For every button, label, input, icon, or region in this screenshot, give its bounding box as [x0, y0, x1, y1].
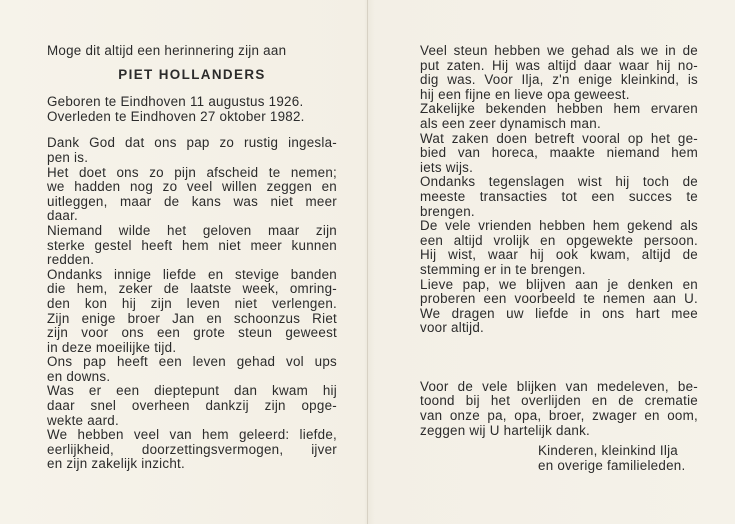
- body-line: voor altijd.: [420, 321, 485, 336]
- thanks-line: van onze pa, opa, broer, zwager en oom,: [420, 409, 698, 424]
- body-line: iets wijs.: [420, 160, 474, 175]
- thanks-line: toond bij het overlijden en de crematie: [420, 394, 698, 409]
- thanks-text: [420, 380, 698, 438]
- body-line: Ondanks tegenslagen wist hij toch de: [420, 175, 698, 190]
- body-line: dig was. Voor Ilja, z'n enige kleinkind, is: [420, 73, 698, 88]
- signature-line: Kinderen, kleinkind Ilja: [538, 444, 678, 459]
- body-line: Zijn enige broer Jan en schoonzus Riet: [47, 311, 337, 326]
- body-line: proberen een voorbeeld te nemen aan U.: [420, 292, 698, 307]
- body-line: We hebben veel van hem geleerd: liefde,: [47, 428, 337, 443]
- body-line: De vele vrienden hebben hem gekend als: [420, 219, 698, 234]
- body-line: sterke gestel heeft hem niet meer kunnen: [47, 238, 337, 253]
- body-line: Dank God dat ons pap zo rustig ingesla-: [47, 136, 337, 151]
- body-line: Was er een dieptepunt dan kwam hij: [47, 384, 337, 399]
- right-body-text: [420, 44, 698, 336]
- signature-line: en overige familieleden.: [538, 458, 686, 473]
- right-page: [420, 44, 698, 473]
- body-line: zijn voor ons een grote steun geweest: [47, 326, 337, 341]
- left-body-text: [47, 136, 337, 472]
- body-line: stemming er in te brengen.: [420, 262, 586, 277]
- body-line: put zaten. Hij was altijd daar waar hij no-: [420, 58, 698, 73]
- body-line: Ondanks innige liefde en stevige banden: [47, 267, 337, 282]
- body-line: redden.: [47, 253, 95, 268]
- body-line: en downs.: [47, 369, 111, 384]
- body-line: in deze moeilijke tijd.: [47, 340, 177, 355]
- birth-death-dates: [47, 95, 337, 124]
- body-line: daar snel overheen dankzij zijn opge-: [47, 399, 337, 414]
- death-line: Overleden te Eindhoven 27 oktober 1982.: [47, 109, 305, 124]
- card-fold-line: [367, 0, 368, 524]
- body-line: We dragen uw liefde in ons hart mee: [420, 306, 698, 321]
- body-line: Hij wist, waar hij ook kwam, altijd de: [420, 248, 698, 263]
- left-page: [47, 44, 337, 472]
- body-line: hij een fijne en lieve opa geweest.: [420, 87, 630, 102]
- body-line: en zijn zakelijk inzicht.: [47, 457, 185, 472]
- body-line: den kon hij zijn leven niet verlengen.: [47, 296, 337, 311]
- thanks-line: zeggen wij U hartelijk dank.: [420, 423, 591, 438]
- body-line: Ons pap heeft een leven gehad vol ups: [47, 355, 337, 370]
- body-line: Het doet ons zo pijn afscheid te nemen;: [47, 165, 337, 180]
- birth-line: Geboren te Eindhoven 11 augustus 1926.: [47, 95, 304, 110]
- body-line: Veel steun hebben we gehad als we in de: [420, 44, 698, 58]
- body-line: Zakelijke bekenden hebben hem ervaren: [420, 102, 698, 117]
- body-line: we hadden nog zo veel willen zeggen en: [47, 180, 337, 195]
- body-line: pen is.: [47, 150, 89, 165]
- body-line: daar.: [47, 209, 79, 224]
- body-line: een altijd vrolijk en opgewekte persoon.: [420, 233, 698, 248]
- thanks-line: Voor de vele blijken van medeleven, be-: [420, 379, 698, 394]
- body-line: Lieve pap, we blijven aan je denken en: [420, 277, 698, 292]
- body-line: uitleggen, maar de kans was niet meer: [47, 194, 337, 209]
- body-line: eerlijkheid, doorzettingsvermogen, ijver: [47, 442, 337, 457]
- intro-line: Moge dit altijd een herinnering zijn aan: [47, 44, 287, 58]
- body-line: bied van horeca, maakte niemand hem: [420, 146, 698, 161]
- family-signature: [420, 444, 698, 473]
- body-line: meeste transacties tot een succes te: [420, 189, 698, 204]
- body-line: als een zeer dynamisch man.: [420, 116, 601, 131]
- body-line: wekte aard.: [47, 413, 119, 428]
- body-line: brengen.: [420, 204, 475, 219]
- body-line: die hem, zeker de laatste week, omring-: [47, 282, 337, 297]
- body-line: Niemand wilde het geloven maar zijn: [47, 223, 337, 238]
- deceased-name: PIET HOLLANDERS: [118, 67, 266, 82]
- body-line: Wat zaken doen betreft vooral op het ge-: [420, 131, 698, 146]
